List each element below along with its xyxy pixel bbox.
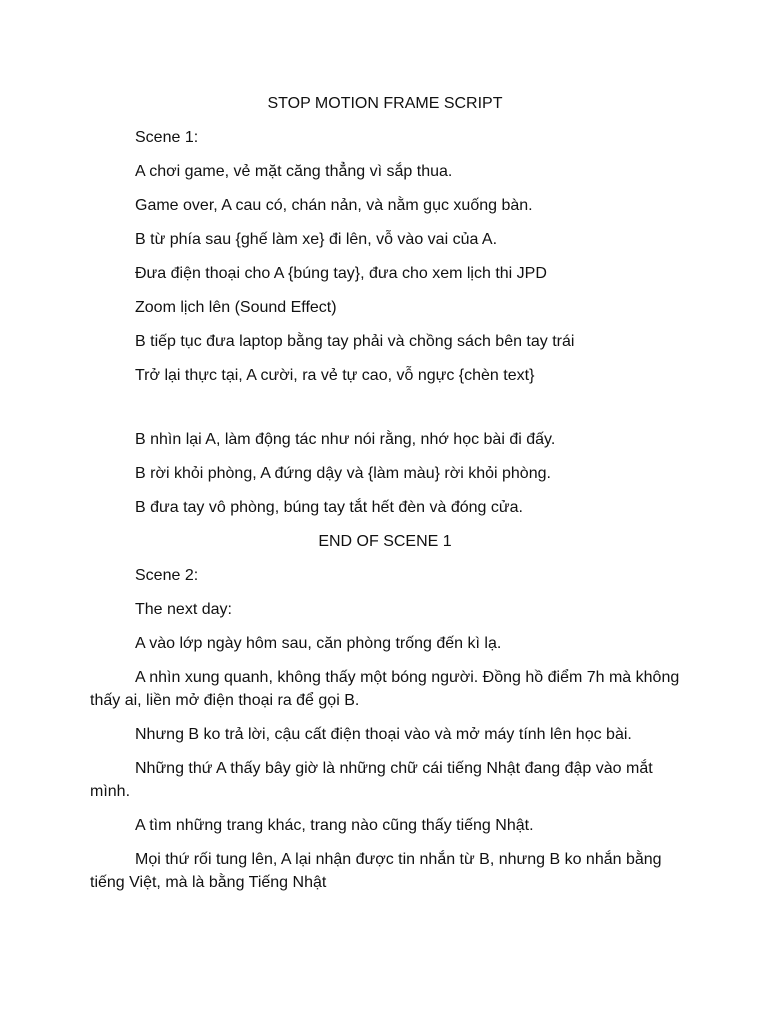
scene-2-heading: Scene 2: [135,567,199,584]
scene-2-line: Mọi thứ rối tung lên, A lại nhận được tin nhắn từ B, nhưng B ko nhắn bằng tiếng Việt, mà là bằng Tiếng Nhật [90,851,662,891]
scene-1-heading: Scene 1: [135,129,199,146]
scene-1-line: Zoom lịch lên (Sound Effect) [135,299,337,316]
scene-1-line: B từ phía sau {ghế làm xe} đi lên, vỗ vào vai của A. [135,231,498,248]
scene-2-line: The next day: [135,601,232,618]
blank-line [90,398,680,428]
scene-1-line: B nhìn lại A, làm động tác như nói rằng, nhớ học bài đi đấy. [135,431,556,448]
document-body [90,92,680,905]
scene-2-line: A nhìn xung quanh, không thấy một bóng người. Đồng hồ điểm 7h mà không thấy ai, liền mở điện thoại ra để gọi B. [90,669,680,709]
scene-2-line: A tìm những trang khác, trang nào cũng thấy tiếng Nhật. [135,817,534,834]
scene-1-line: Trở lại thực tại, A cười, ra vẻ tự cao, vỗ ngực {chèn text} [135,367,535,384]
scene-1-line: B đưa tay vô phòng, búng tay tắt hết đèn và đóng cửa. [135,499,523,516]
scene-2-line: Những thứ A thấy bây giờ là những chữ cái tiếng Nhật đang đập vào mắt mình. [90,760,653,800]
scene-1-line: A chơi game, vẻ mặt căng thẳng vì sắp thua. [135,163,453,180]
document-title: STOP MOTION FRAME SCRIPT [267,95,503,112]
scene-2-line: A vào lớp ngày hôm sau, căn phòng trống đến kì lạ. [135,635,502,652]
scene-2-line: Nhưng B ko trả lời, cậu cất điện thoại vào và mở máy tính lên học bài. [135,726,632,743]
scene-1-line: Game over, A cau có, chán nản, và nằm gục xuống bàn. [135,197,533,214]
scene-1-line: B tiếp tục đưa laptop bằng tay phải và chồng sách bên tay trái [135,333,575,350]
scene-1-line: Đưa điện thoại cho A {búng tay}, đưa cho xem lịch thi JPD [135,265,547,282]
scene-1-line: B rời khỏi phòng, A đứng dậy và {làm màu} rời khỏi phòng. [135,465,551,482]
scene-1-end: END OF SCENE 1 [318,533,452,550]
